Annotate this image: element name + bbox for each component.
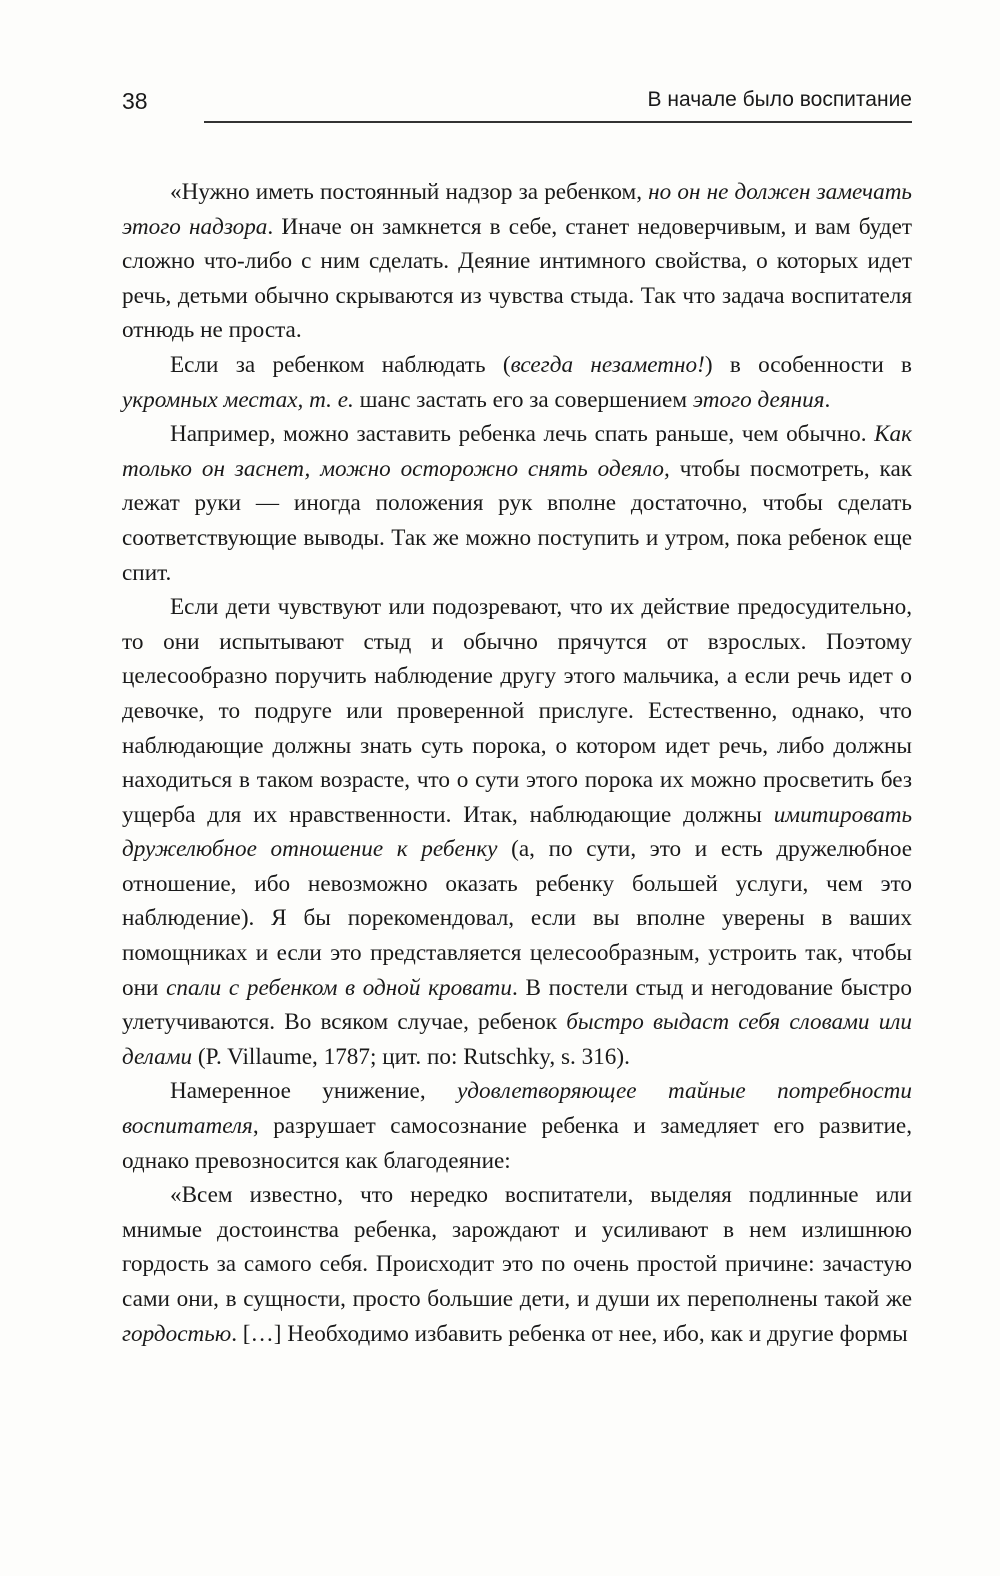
paragraph [122,590,912,1074]
header-rule [204,121,912,123]
text-run: . [824,386,831,413]
text-run: шанс застать его за совершением [353,386,693,413]
text-run: . В постели стыд и негодование быстро улетучиваются. Во всяком случае, ребенок [122,974,912,1036]
text-run: . […] Необходимо избавить ребенка от нее, ибо, как и другие формы [231,1320,908,1347]
running-title: В начале было воспитание [647,88,912,111]
text-run: Например, можно заставить ребенка лечь спать раньше, чем обычно. [170,421,875,448]
paragraph [122,417,912,590]
paragraph [122,175,912,348]
page-number: 38 [122,88,148,114]
italic-run: быстро выдаст себя словами или делами [122,1009,912,1070]
text-run: «Нужно иметь постоянный надзор за ребенком, [170,179,649,205]
text-run: Если за ребенком наблюдать ( [170,351,511,378]
text-run: Намеренное унижение, [170,1078,458,1105]
italic-run: Как только он заснет, можно осторожно снять одеяло, [122,421,912,482]
text-run: , разрушает самосознание ребенка и замедляет его развитие, однако превозносится как благодеяние: [122,1113,912,1174]
text-run: . Иначе он замкнется в себе, станет недоверчивым, и вам будет сложно что-либо с ним сделать. Деяние интимного свойства, о которых идет речь, детьми обычно скрываются из чувства стыда. Так что задача воспитателя отнюдь не проста. [122,213,912,344]
page-header [122,88,912,124]
body-text [122,175,912,1351]
italic-run: всегда незаметно! [510,351,705,378]
italic-run: но он не должен замечать этого надзора [122,179,912,240]
text-run: Если дети чувствуют или подозревают, что их действие предосудительно, то они испытывают стыд и обычно прячутся от взрослых. Поэтому целесообразно поручить наблюдение другу этого мальчика, а если речь идет о девочке, то подруге или проверенной прислуге. Естественно, однако, что наблюдающие должны знать суть порока, о котором идет речь, либо должны находиться в таком возрасте, что о сути этого порока их можно просветить без ущерба для их нравственности. Итак, наблюдающие должны [122,594,912,828]
italic-run: удовлетворяющее тайные потребности воспитателя [122,1078,912,1140]
italic-run: гордостью [122,1320,232,1347]
italic-run: спали с ребенком в одной кровати [166,974,513,1001]
text-run: чтобы посмотреть, как лежат руки — иногда положения рук вполне достаточно, чтобы сделать соответствующие выводы. Так же можно поступить и утром, пока ребенок еще спит. [122,455,912,586]
italic-run: этого деяния [692,386,825,413]
paragraph [122,1178,912,1351]
paragraph [122,1074,912,1178]
text-run: «Всем известно, что нередко воспитатели, выделяя подлинные или мнимые достоинства ребенка, зарождают и усиливают в нем излишнюю гордость за самого себя. Происходит это по очень простой причине: зачастую сами они, в сущности, просто большие дети, и души их переполнены такой же [122,1182,912,1312]
text-run: (P. Villaume, 1787; цит. по: Rutschky, s. 316). [192,1043,630,1070]
italic-run: имитировать дружелюбное отношение к ребенку [122,801,912,863]
text-run: ) в особенности в [704,351,912,378]
italic-run: укромных местах, т. е. [122,386,354,413]
paragraph [122,348,912,417]
text-run: (а, по сути, это и есть дружелюбное отношение, ибо невозможно оказать ребенку большей услуги, чем это наблюдение). Я бы порекомендовал, если вы вполне уверены в ваших помощниках и если это представляется целесообразным, устроить так, чтобы они [122,836,912,1001]
